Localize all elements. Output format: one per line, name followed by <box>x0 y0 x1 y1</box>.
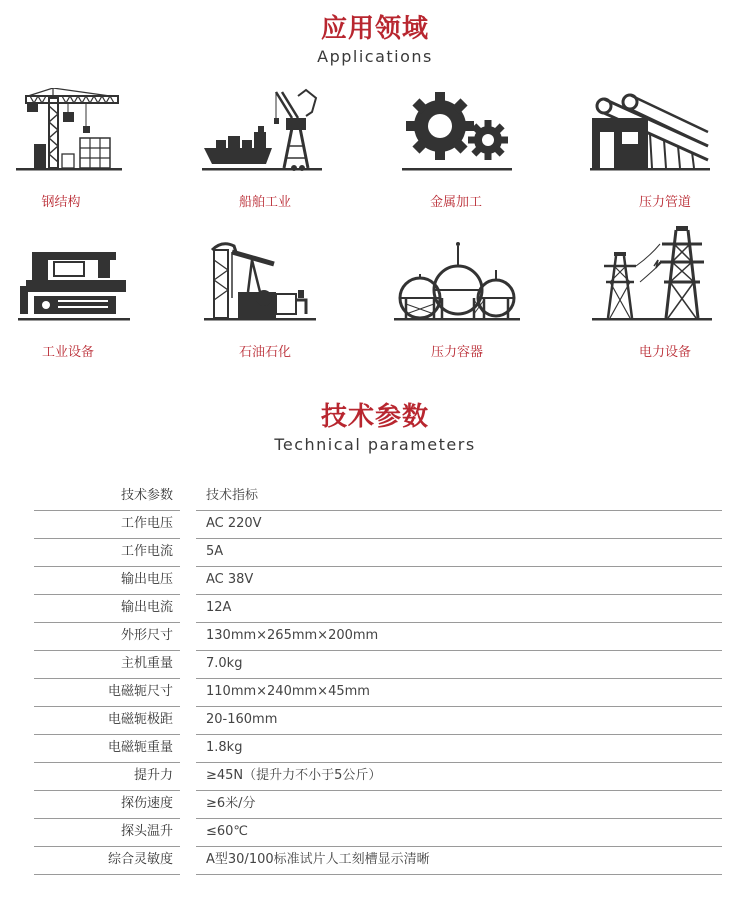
table-row <box>34 538 722 566</box>
gears-icon <box>402 88 512 174</box>
table-row <box>34 510 722 538</box>
industrial-machine-icon <box>14 238 134 324</box>
parameter-value: 1.8kg <box>206 740 243 755</box>
parameter-name: 提升力 <box>133 768 173 783</box>
parameter-value: 技术指标 <box>206 488 259 503</box>
parameter-value: 5A <box>206 544 224 559</box>
parameter-value: ≥45N（提升力不小于5公斤） <box>206 768 382 783</box>
table-row <box>34 622 722 650</box>
application-label: 钢结构 <box>41 195 81 210</box>
application-item-pressure-pipeline <box>590 88 720 210</box>
parameter-value: 110mm×240mm×45mm <box>206 684 370 699</box>
application-item-steel-structure <box>14 88 144 210</box>
application-label: 石油石化 <box>238 345 291 360</box>
spherical-tanks-icon <box>392 238 522 324</box>
tower-crane-icon <box>14 88 124 174</box>
table-row <box>34 678 722 706</box>
parameter-name: 电磁轭重量 <box>107 740 173 755</box>
table-row <box>34 818 722 846</box>
applications-title-cn: 应用领域 <box>320 14 429 44</box>
parameter-value: 7.0kg <box>206 656 243 671</box>
table-row <box>34 594 722 622</box>
parameter-name: 综合灵敏度 <box>107 852 173 867</box>
parameter-name: 输出电压 <box>120 572 173 587</box>
application-label: 金属加工 <box>429 195 482 210</box>
application-label: 船舶工业 <box>238 195 291 210</box>
parameter-name: 电磁轭尺寸 <box>107 684 173 699</box>
table-row <box>34 846 722 874</box>
parameter-name: 工作电流 <box>120 544 173 559</box>
table-row <box>34 482 722 510</box>
application-label: 压力管道 <box>638 195 691 210</box>
parameter-name: 主机重量 <box>120 656 173 671</box>
table-row <box>34 706 722 734</box>
parameter-value: 12A <box>206 600 232 615</box>
application-item-industrial-equipment <box>14 238 144 360</box>
parameter-value: AC 38V <box>206 572 254 587</box>
application-item-metal-processing <box>402 88 532 210</box>
table-row <box>34 790 722 818</box>
row-divider <box>34 874 180 875</box>
parameter-name: 技术参数 <box>120 488 173 503</box>
parameter-name: 工作电压 <box>120 516 173 531</box>
application-label: 电力设备 <box>638 345 691 360</box>
parameter-name: 外形尺寸 <box>120 628 173 643</box>
parameter-name: 探头温升 <box>120 824 173 839</box>
application-item-pressure-vessel <box>392 238 522 360</box>
parameter-value: ≥6米/分 <box>206 796 256 811</box>
pipeline-icon <box>590 88 710 174</box>
table-row <box>34 734 722 762</box>
application-item-petrochemical <box>202 238 332 360</box>
technical-title-en: Technical parameters <box>274 435 476 454</box>
technical-header <box>0 402 750 455</box>
parameter-name: 电磁轭极距 <box>107 712 173 727</box>
applications-title-en: Applications <box>317 47 433 66</box>
parameter-name: 输出电流 <box>120 600 173 615</box>
table-row <box>34 650 722 678</box>
parameter-value: AC 220V <box>206 516 262 531</box>
application-item-power-equipment <box>592 226 722 360</box>
applications-header <box>0 14 750 67</box>
oil-pump-icon <box>202 238 322 324</box>
row-divider <box>196 874 722 875</box>
table-row <box>34 762 722 790</box>
application-label: 工业设备 <box>41 345 94 360</box>
parameter-value: 20-160mm <box>206 712 278 727</box>
parameter-value: A型30/100标准试片人工刻槽显示清晰 <box>206 852 430 867</box>
parameter-name: 探伤速度 <box>120 796 173 811</box>
application-item-shipbuilding <box>202 88 332 210</box>
technical-title-cn: 技术参数 <box>320 402 429 432</box>
parameter-value: ≤60℃ <box>206 824 249 839</box>
parameter-value: 130mm×265mm×200mm <box>206 628 379 643</box>
ship-crane-icon <box>202 88 322 174</box>
application-label: 压力容器 <box>430 345 483 360</box>
table-row <box>34 566 722 594</box>
power-tower-icon <box>592 226 712 324</box>
parameters-table <box>34 482 722 874</box>
